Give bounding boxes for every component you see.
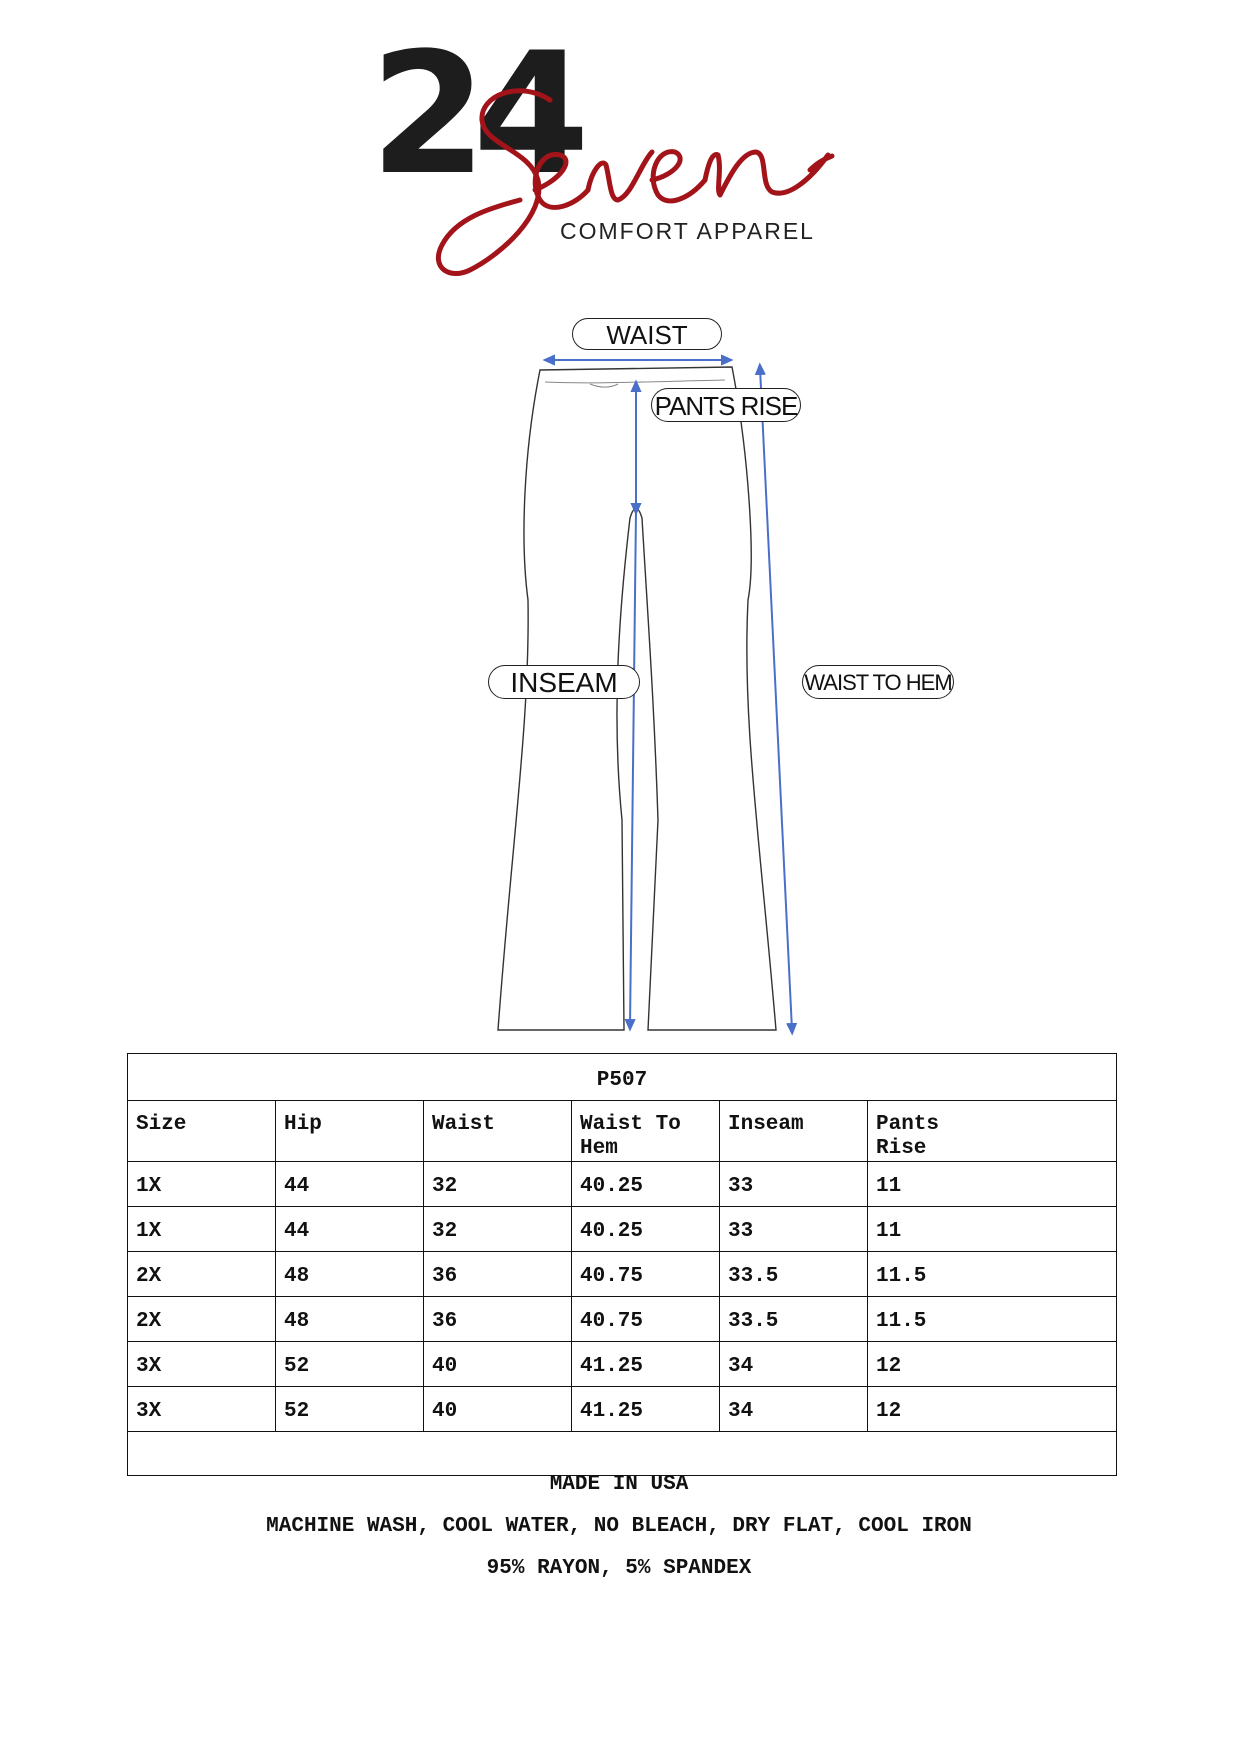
cell-hip: 44 — [276, 1207, 424, 1252]
cell-size: 2X — [128, 1297, 276, 1342]
cell-size: 1X — [128, 1207, 276, 1252]
cell-inseam: 33.5 — [720, 1297, 868, 1342]
cell-inseam: 34 — [720, 1387, 868, 1432]
care-instructions: MACHINE WASH, COOL WATER, NO BLEACH, DRY FLAT, COOL IRON — [266, 1515, 972, 1538]
cell-waist-to-hem: 41.25 — [572, 1342, 720, 1387]
style-code: P507 — [128, 1054, 1117, 1101]
cell-waist: 32 — [424, 1207, 572, 1252]
cell-hip: 52 — [276, 1342, 424, 1387]
cell-inseam: 33 — [720, 1162, 868, 1207]
waist-to-hem-label: WAIST TO HEM — [802, 665, 954, 699]
cell-waist-to-hem: 41.25 — [572, 1387, 720, 1432]
cell-pants-rise: 11 — [868, 1207, 1117, 1252]
table-title-row — [128, 1054, 1117, 1101]
origin-note: MADE IN USA — [549, 1473, 689, 1496]
size-chart-table — [127, 1053, 1117, 1476]
waist-to-hem-arrow — [760, 368, 792, 1030]
table-header-row — [128, 1101, 1117, 1162]
cell-waist: 36 — [424, 1252, 572, 1297]
pants-measurement-diagram — [0, 300, 1238, 1060]
cell-waist: 40 — [424, 1342, 572, 1387]
header-pants-rise: Pants Rise — [868, 1101, 1117, 1162]
cell-waist-to-hem: 40.25 — [572, 1207, 720, 1252]
table-row — [128, 1162, 1117, 1207]
cell-size: 3X — [128, 1342, 276, 1387]
header-waist-to-hem: Waist To Hem — [572, 1101, 720, 1162]
table-row — [128, 1207, 1117, 1252]
waist-label: WAIST — [572, 318, 722, 350]
cell-hip: 44 — [276, 1162, 424, 1207]
cell-size: 2X — [128, 1252, 276, 1297]
table-row — [128, 1387, 1117, 1432]
inseam-label: INSEAM — [488, 665, 640, 699]
cell-pants-rise: 11.5 — [868, 1297, 1117, 1342]
cell-size: 1X — [128, 1162, 276, 1207]
header-hip: Hip — [276, 1101, 424, 1162]
cell-waist-to-hem: 40.75 — [572, 1252, 720, 1297]
cell-size: 3X — [128, 1387, 276, 1432]
header-waist: Waist — [424, 1101, 572, 1162]
cell-pants-rise: 11.5 — [868, 1252, 1117, 1297]
header-inseam: Inseam — [720, 1101, 868, 1162]
cell-pants-rise: 11 — [868, 1162, 1117, 1207]
inseam-arrow — [630, 510, 636, 1026]
cell-pants-rise: 12 — [868, 1387, 1117, 1432]
cell-waist: 40 — [424, 1387, 572, 1432]
cell-waist: 32 — [424, 1162, 572, 1207]
cell-pants-rise: 12 — [868, 1342, 1117, 1387]
cell-hip: 48 — [276, 1297, 424, 1342]
cell-hip: 52 — [276, 1387, 424, 1432]
table-empty-row — [128, 1432, 1117, 1476]
brand-logo — [370, 16, 930, 280]
cell-waist-to-hem: 40.75 — [572, 1297, 720, 1342]
header-size: Size — [128, 1101, 276, 1162]
cell-waist: 36 — [424, 1297, 572, 1342]
fabric-content: 95% RAYON, 5% SPANDEX — [486, 1557, 752, 1580]
cell-hip: 48 — [276, 1252, 424, 1297]
table-row — [128, 1297, 1117, 1342]
logo-number: 24 — [370, 16, 576, 212]
cell-inseam: 33 — [720, 1207, 868, 1252]
pants-rise-label: PANTS RISE — [651, 388, 801, 422]
table-row — [128, 1252, 1117, 1297]
cell-waist-to-hem: 40.25 — [572, 1162, 720, 1207]
table-row — [128, 1342, 1117, 1387]
cell-inseam: 33.5 — [720, 1252, 868, 1297]
cell-inseam: 34 — [720, 1342, 868, 1387]
logo-tagline: COMFORT APPAREL — [560, 218, 815, 244]
